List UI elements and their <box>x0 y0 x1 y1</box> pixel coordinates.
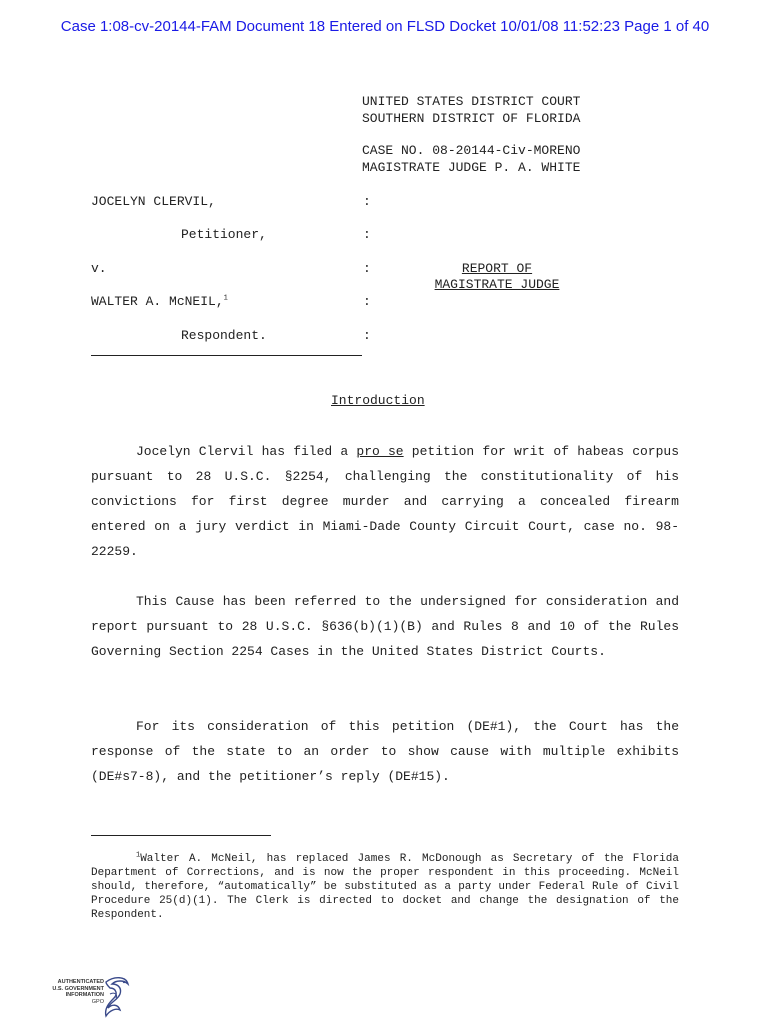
footnote <box>91 852 679 922</box>
gpo-seal-line-3: INFORMATION <box>65 992 104 998</box>
footnote-text: Walter A. McNeil, has replaced James R. McDonough as Secretary of the Florida Department of Corrections, and is now the proper respondent in this proceeding. McNeil should, therefore, “automatically” be substituted as a party under Federal Rule of Civil Procedure 25(d)(1). The Clerk is directed to docket and change the designation of the Respondent. <box>91 853 679 921</box>
document-title-line-1: REPORT OF <box>461 261 533 276</box>
caption-colon: : <box>363 294 371 309</box>
footnote-separator <box>91 835 271 836</box>
caption-rule <box>91 355 362 356</box>
petitioner-role: Petitioner, <box>181 227 267 242</box>
gpo-seal-line-4: GPO <box>91 998 104 1005</box>
respondent-name-text: WALTER A. McNEIL, <box>91 294 224 309</box>
paragraph-1 <box>91 439 679 564</box>
gpo-seal-line-2: U.S. GOVERNMENT <box>52 985 104 992</box>
footnote-reference: 1 <box>223 294 228 303</box>
caption-colon: : <box>363 328 371 343</box>
paragraph-2-text: This Cause has been referred to the undersigned for consideration and report pursuant to 28 U.S.C. §636(b)(1)(B) and Rules 8 and 10 of the Rules Governing Section 2254 Cases in the United States District Courts. <box>91 594 679 659</box>
paragraph-3 <box>91 714 679 789</box>
paragraph-1-text-a: Jocelyn Clervil has filed a <box>136 444 357 459</box>
case-info <box>362 143 580 176</box>
section-heading-introduction: Introduction <box>331 393 425 408</box>
caption-colon: : <box>363 227 371 242</box>
caption-colon: : <box>363 194 371 209</box>
footnote-marker: 1 <box>136 851 141 860</box>
case-number: CASE NO. 08-20144-Civ-MORENO <box>362 143 581 158</box>
court-line-1: UNITED STATES DISTRICT COURT <box>362 94 581 109</box>
court-name <box>362 94 580 127</box>
respondent-name <box>91 294 228 310</box>
versus-label: v. <box>91 261 107 276</box>
gpo-eagle-seal-icon <box>100 974 132 1018</box>
paragraph-2 <box>91 589 679 664</box>
pro-se-term: pro se <box>356 444 404 459</box>
gpo-seal-line-1: AUTHENTICATED <box>57 979 104 985</box>
respondent-role: Respondent. <box>181 328 267 343</box>
gpo-authentication-seal <box>42 974 132 1018</box>
document-title-line-2: MAGISTRATE JUDGE <box>434 277 560 292</box>
paragraph-3-text: For its consideration of this petition (DE#1), the Court has the response of the state to an order to show cause with multiple exhibits (DE#s7-8), and the petitioner’s reply (DE#15). <box>91 719 679 784</box>
caption-colon: : <box>363 261 371 276</box>
document-title <box>412 261 582 293</box>
court-line-2: SOUTHERN DISTRICT OF FLORIDA <box>362 110 581 126</box>
petitioner-name: JOCELYN CLERVIL, <box>91 194 216 209</box>
gpo-seal-text <box>42 979 104 1005</box>
magistrate-judge: MAGISTRATE JUDGE P. A. WHITE <box>362 159 581 175</box>
paragraph-1-text-b: petition for writ of habeas corpus pursuant to 28 U.S.C. §2254, challenging the constitutionality of his convictions for first degree murder and carrying a concealed firearm entered on a jury verdict in Miami-Dade County Circuit Court, case no. 98-22259. <box>91 444 680 559</box>
docket-header-stamp: Case 1:08-cv-20144-FAM Document 18 Entered on FLSD Docket 10/01/08 11:52:23 Page 1 of 40 <box>60 18 710 35</box>
